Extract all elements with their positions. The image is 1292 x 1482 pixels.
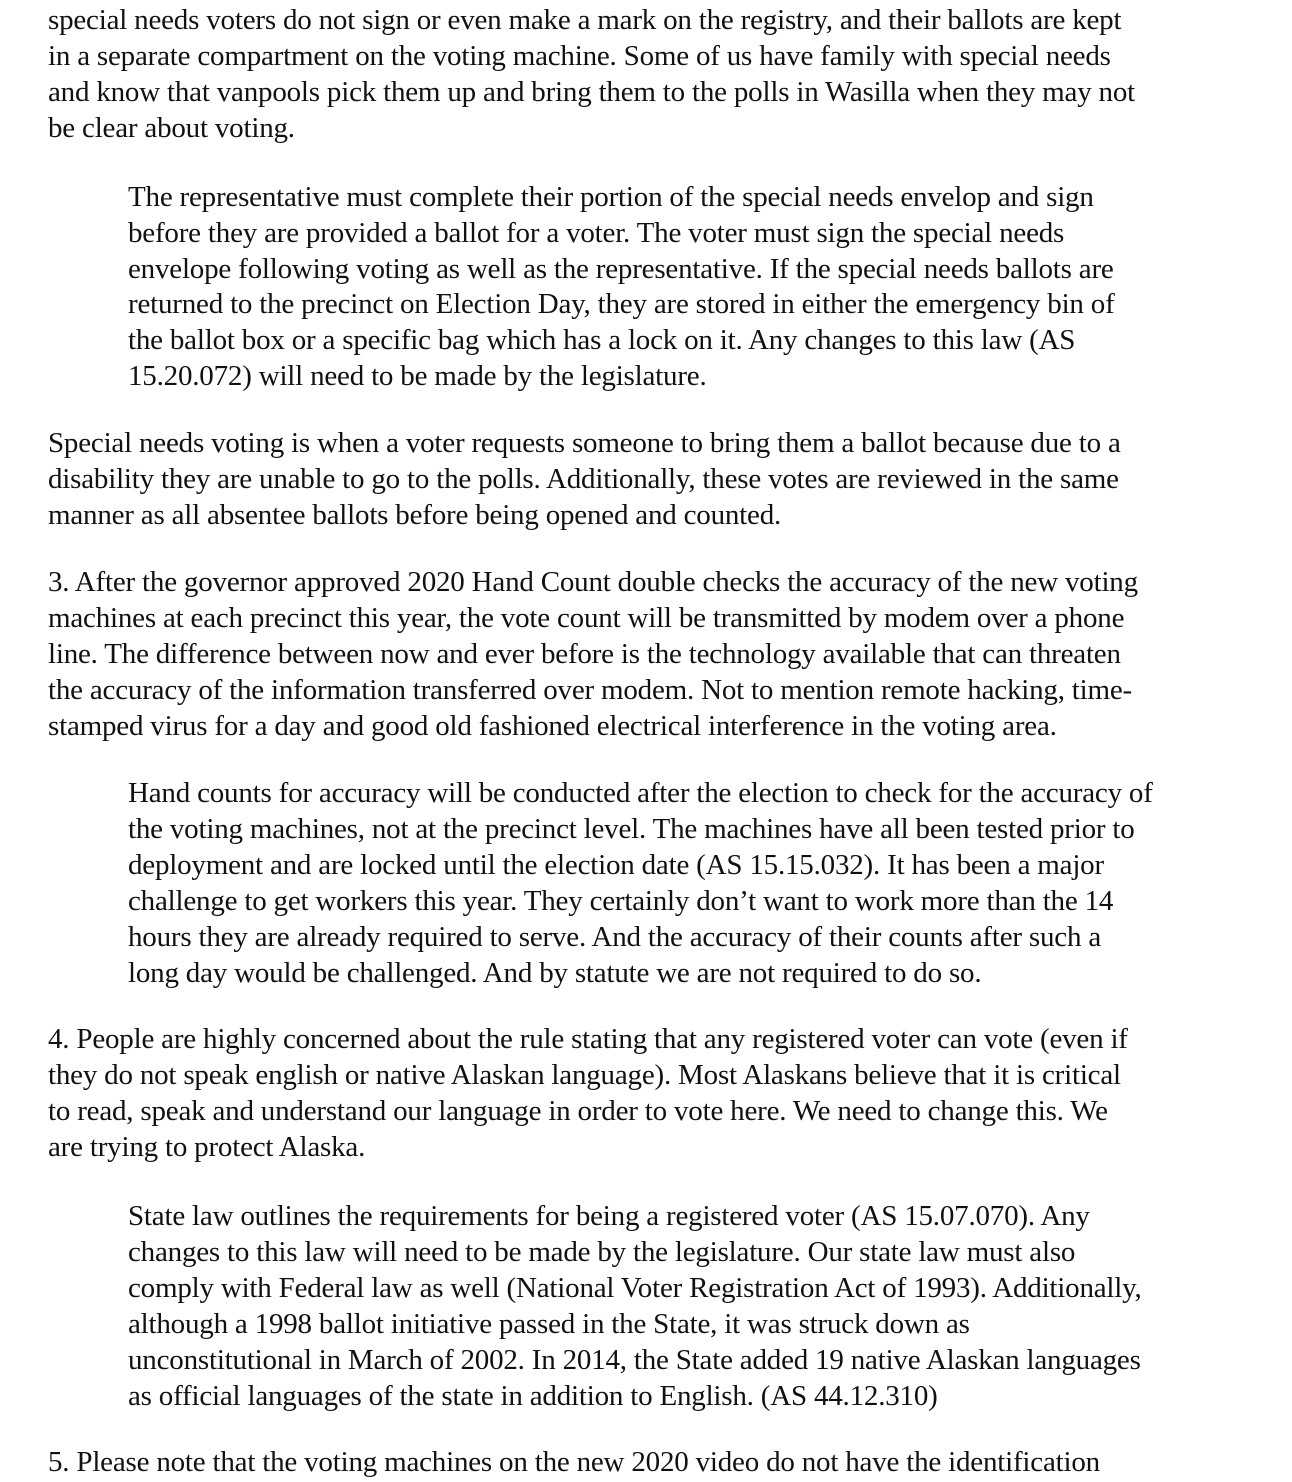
- question-line: to read, speak and understand our language in order to vote here. We need to change this. We: [48, 1095, 1108, 1127]
- answer-line: challenge to get workers this year. They certainly don’t want to work more than the 14: [128, 885, 1114, 917]
- answer-line: 15.20.072) will need to be made by the legislature.: [128, 360, 707, 392]
- question-line: are trying to protect Alaska.: [48, 1131, 366, 1163]
- answer-line: comply with Federal law as well (National Voter Registration Act of 1993). Additionally,: [128, 1272, 1142, 1304]
- paragraph-line: disability they are unable to go to the polls. Additionally, these votes are reviewed in the same: [48, 463, 1119, 495]
- question-line: they do not speak english or native Alaskan language). Most Alaskans believe that it is critical: [48, 1059, 1121, 1091]
- question-line: stamped virus for a day and good old fashioned electrical interference in the voting area.: [48, 710, 1057, 742]
- answer-line: The representative must complete their portion of the special needs envelop and sign: [128, 181, 1094, 213]
- answer-line: although a 1998 ballot initiative passed in the State, it was struck down as: [128, 1308, 970, 1340]
- answer-line: envelope following voting as well as the representative. If the special needs ballots are: [128, 253, 1114, 285]
- paragraph-line: manner as all absentee ballots before being opened and counted.: [48, 499, 782, 531]
- answer-line: Hand counts for accuracy will be conducted after the election to check for the accuracy of: [128, 777, 1153, 809]
- paragraph-line: and know that vanpools pick them up and bring them to the polls in Wasilla when they may not: [48, 76, 1135, 108]
- answer-line: deployment and are locked until the election date (AS 15.15.032). It has been a major: [128, 849, 1104, 881]
- question-line: the accuracy of the information transferred over modem. Not to mention remote hacking, time-: [48, 674, 1133, 706]
- answer-line: changes to this law will need to be made by the legislature. Our state law must also: [128, 1236, 1076, 1268]
- question-line: 5. Please note that the voting machines on the new 2020 video do not have the identification: [48, 1446, 1100, 1478]
- answer-line: as official languages of the state in addition to English. (AS 44.12.310): [128, 1380, 938, 1412]
- answer-line: State law outlines the requirements for being a registered voter (AS 15.07.070). Any: [128, 1200, 1090, 1232]
- question-line: line. The difference between now and ever before is the technology available that can threaten: [48, 638, 1121, 670]
- answer-line: the ballot box or a specific bag which has a lock on it. Any changes to this law (AS: [128, 324, 1076, 356]
- question-line: machines at each precinct this year, the vote count will be transmitted by modem over a phone: [48, 602, 1125, 634]
- paragraph-line: be clear about voting.: [48, 112, 295, 144]
- answer-line: long day would be challenged. And by statute we are not required to do so.: [128, 957, 982, 989]
- question-line: 3. After the governor approved 2020 Hand Count double checks the accuracy of the new voting: [48, 566, 1138, 598]
- question-line: 4. People are highly concerned about the rule stating that any registered voter can vote (even if: [48, 1023, 1128, 1055]
- answer-line: unconstitutional in March of 2002. In 2014, the State added 19 native Alaskan languages: [128, 1344, 1141, 1376]
- answer-line: hours they are already required to serve. And the accuracy of their counts after such a: [128, 921, 1102, 953]
- answer-line: the voting machines, not at the precinct level. The machines have all been tested prior to: [128, 813, 1135, 845]
- answer-line: returned to the precinct on Election Day, they are stored in either the emergency bin of: [128, 288, 1115, 320]
- paragraph-line: in a separate compartment on the voting machine. Some of us have family with special needs: [48, 40, 1111, 72]
- answer-line: before they are provided a ballot for a voter. The voter must sign the special needs: [128, 217, 1065, 249]
- paragraph-line: Special needs voting is when a voter requests someone to bring them a ballot because due to a: [48, 427, 1121, 459]
- paragraph-line: special needs voters do not sign or even make a mark on the registry, and their ballots are kept: [48, 4, 1122, 36]
